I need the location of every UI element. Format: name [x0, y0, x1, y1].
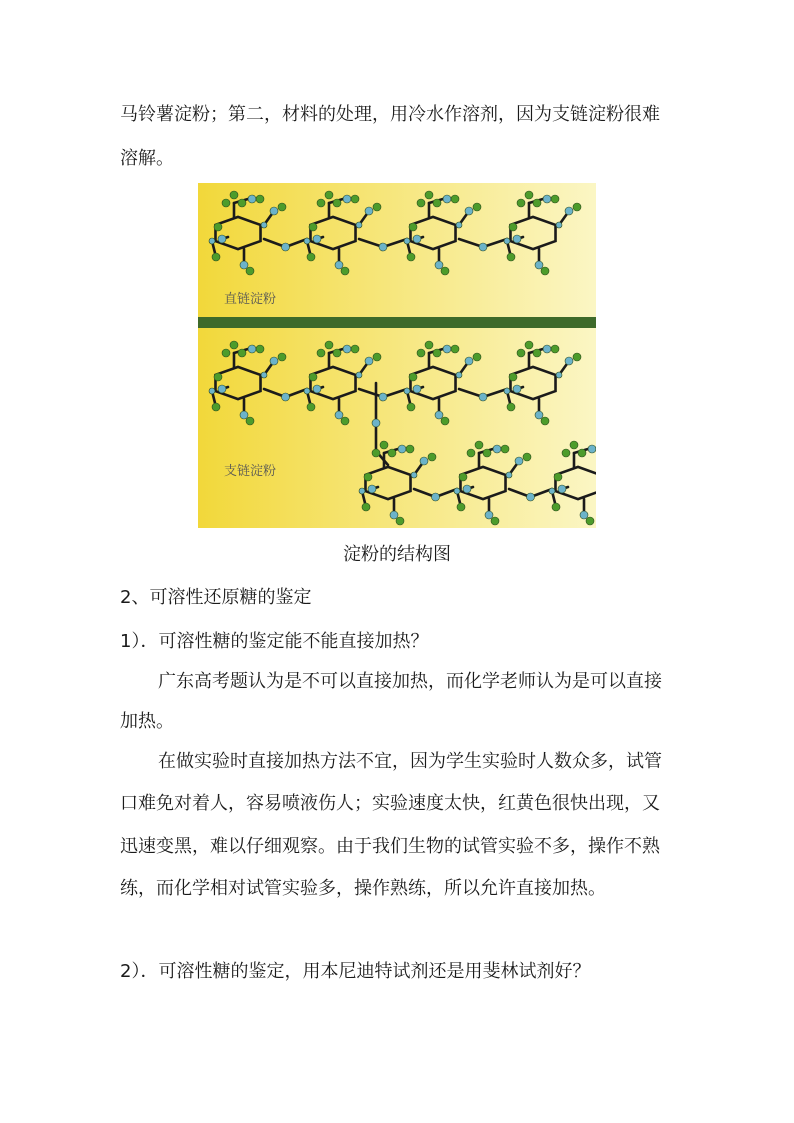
atom — [551, 195, 559, 203]
atom — [549, 488, 555, 494]
atom — [432, 493, 440, 501]
atom — [256, 195, 264, 203]
atom — [465, 357, 473, 365]
atom — [341, 417, 349, 425]
atom — [588, 445, 596, 453]
atom — [313, 385, 321, 393]
atom — [411, 472, 417, 478]
atom — [523, 453, 531, 461]
atom — [425, 341, 433, 349]
atom — [533, 199, 541, 207]
atom — [513, 385, 521, 393]
atom — [507, 253, 515, 261]
atom — [435, 261, 443, 269]
atom — [543, 195, 551, 203]
atom — [417, 199, 425, 207]
atom — [282, 393, 290, 401]
atom — [501, 445, 509, 453]
atom — [209, 388, 215, 394]
atom — [513, 235, 521, 243]
atom — [341, 267, 349, 275]
atom — [527, 493, 535, 501]
atom — [317, 349, 325, 357]
atom — [543, 345, 551, 353]
atom — [212, 403, 220, 411]
atom — [456, 372, 462, 378]
atom — [261, 372, 267, 378]
atom — [351, 345, 359, 353]
atom — [248, 195, 256, 203]
atom — [270, 357, 278, 365]
atom — [278, 353, 286, 361]
figure-caption: 淀粉的结构图 — [343, 544, 451, 565]
atom — [325, 191, 333, 199]
atom — [230, 341, 238, 349]
atom — [212, 253, 220, 261]
atom — [565, 357, 573, 365]
atom — [304, 388, 310, 394]
atom — [335, 411, 343, 419]
atom — [413, 235, 421, 243]
atom — [407, 403, 415, 411]
question-heading: 2）．可溶性糖的鉴定，用本尼迪特试剂还是用斐林试剂好？ — [120, 961, 591, 982]
atom — [333, 199, 341, 207]
atom — [307, 403, 315, 411]
atom — [533, 349, 541, 357]
atom — [467, 449, 475, 457]
atom — [209, 238, 215, 244]
paragraph-line: 在做实验时直接加热方法不宜，因为学生实验时人数众多，试管 — [158, 751, 662, 772]
atom — [586, 517, 594, 525]
atom — [441, 267, 449, 275]
atom — [309, 373, 317, 381]
atom — [356, 222, 362, 228]
atom — [362, 503, 370, 511]
atom — [218, 385, 226, 393]
atom — [372, 449, 380, 457]
atom — [238, 349, 246, 357]
atom — [565, 207, 573, 215]
atom — [343, 345, 351, 353]
atom — [551, 345, 559, 353]
atom — [451, 345, 459, 353]
atom — [517, 349, 525, 357]
atom — [433, 199, 441, 207]
atom — [517, 199, 525, 207]
atom — [214, 373, 222, 381]
atom — [317, 199, 325, 207]
atom — [493, 445, 501, 453]
atom — [417, 349, 425, 357]
atom — [552, 503, 560, 511]
atom — [509, 223, 517, 231]
atom — [388, 449, 396, 457]
atom — [428, 453, 436, 461]
atom — [475, 441, 483, 449]
paragraph-line: 练，而化学相对试管实验多，操作熟练，所以允许直接加热。 — [120, 878, 606, 899]
atom — [507, 403, 515, 411]
section-heading: 2、可溶性还原糖的鉴定 — [120, 587, 312, 608]
atom — [541, 267, 549, 275]
atom — [525, 341, 533, 349]
figure-divider — [198, 317, 596, 328]
atom — [556, 372, 562, 378]
atom — [309, 223, 317, 231]
atom — [483, 449, 491, 457]
atom — [230, 191, 238, 199]
paragraph-line: 溶解。 — [120, 148, 174, 169]
amylose-label: 直链淀粉 — [224, 292, 277, 307]
atom — [214, 223, 222, 231]
atom — [425, 191, 433, 199]
starch-structure-image — [198, 183, 596, 528]
atom — [556, 222, 562, 228]
atom — [356, 372, 362, 378]
atom — [270, 207, 278, 215]
atom — [443, 345, 451, 353]
atom — [504, 388, 510, 394]
atom — [443, 195, 451, 203]
atom — [278, 203, 286, 211]
atom — [580, 511, 588, 519]
atom — [380, 441, 388, 449]
atom — [504, 238, 510, 244]
atom — [441, 417, 449, 425]
atom — [573, 353, 581, 361]
atom — [479, 243, 487, 251]
atom — [373, 353, 381, 361]
atom — [246, 417, 254, 425]
atom — [558, 485, 566, 493]
amylopectin-label: 支链淀粉 — [224, 464, 277, 479]
atom — [248, 345, 256, 353]
atom — [240, 411, 248, 419]
atom — [307, 253, 315, 261]
atom — [368, 485, 376, 493]
atom — [562, 449, 570, 457]
atom — [351, 195, 359, 203]
atom — [256, 345, 264, 353]
atom — [515, 457, 523, 465]
atom — [343, 195, 351, 203]
atom — [390, 511, 398, 519]
atom — [406, 445, 414, 453]
atom — [282, 243, 290, 251]
atom — [457, 503, 465, 511]
atom — [325, 341, 333, 349]
paragraph-line: 迅速变黑，难以仔细观察。由于我们生物的试管实验不多，操作不熟 — [120, 836, 660, 857]
question-heading: 1）．可溶性糖的鉴定能不能直接加热？ — [120, 631, 429, 652]
atom — [404, 238, 410, 244]
atom — [459, 473, 467, 481]
atom — [535, 411, 543, 419]
atom — [409, 223, 417, 231]
atom — [479, 393, 487, 401]
atom — [240, 261, 248, 269]
atom — [364, 473, 372, 481]
paragraph-line: 加热。 — [120, 711, 174, 732]
atom — [554, 473, 562, 481]
atom — [359, 488, 365, 494]
atom — [396, 517, 404, 525]
atom — [535, 261, 543, 269]
atom — [573, 203, 581, 211]
atom — [454, 488, 460, 494]
atom — [463, 485, 471, 493]
atom — [238, 199, 246, 207]
atom — [246, 267, 254, 275]
atom — [222, 199, 230, 207]
atom — [525, 191, 533, 199]
atom — [335, 261, 343, 269]
atom — [473, 203, 481, 211]
atom — [365, 207, 373, 215]
atom — [398, 445, 406, 453]
atom — [485, 511, 493, 519]
atom — [433, 349, 441, 357]
atom — [465, 207, 473, 215]
atom — [372, 419, 380, 427]
atom — [420, 457, 428, 465]
starch-structure-figure — [198, 183, 596, 528]
paragraph-line: 口难免对着人，容易喷液伤人；实验速度太快，红黄色很快出现，又 — [120, 793, 660, 814]
atom — [379, 243, 387, 251]
atom — [365, 357, 373, 365]
atom — [304, 238, 310, 244]
atom — [409, 373, 417, 381]
atom — [407, 253, 415, 261]
atom — [218, 235, 226, 243]
atom — [473, 353, 481, 361]
atom — [333, 349, 341, 357]
atom — [313, 235, 321, 243]
atom — [451, 195, 459, 203]
atom — [435, 411, 443, 419]
paragraph-line: 马铃薯淀粉；第二，材料的处理，用冷水作溶剂，因为支链淀粉很难 — [120, 104, 660, 125]
atom — [404, 388, 410, 394]
atom — [506, 472, 512, 478]
atom — [456, 222, 462, 228]
atom — [373, 203, 381, 211]
atom — [379, 393, 387, 401]
atom — [413, 385, 421, 393]
atom — [261, 222, 267, 228]
atom — [509, 373, 517, 381]
atom — [222, 349, 230, 357]
atom — [541, 417, 549, 425]
atom — [570, 441, 578, 449]
paragraph-line: 广东高考题认为是不可以直接加热，而化学老师认为是可以直接 — [158, 671, 662, 692]
atom — [578, 449, 586, 457]
atom — [491, 517, 499, 525]
